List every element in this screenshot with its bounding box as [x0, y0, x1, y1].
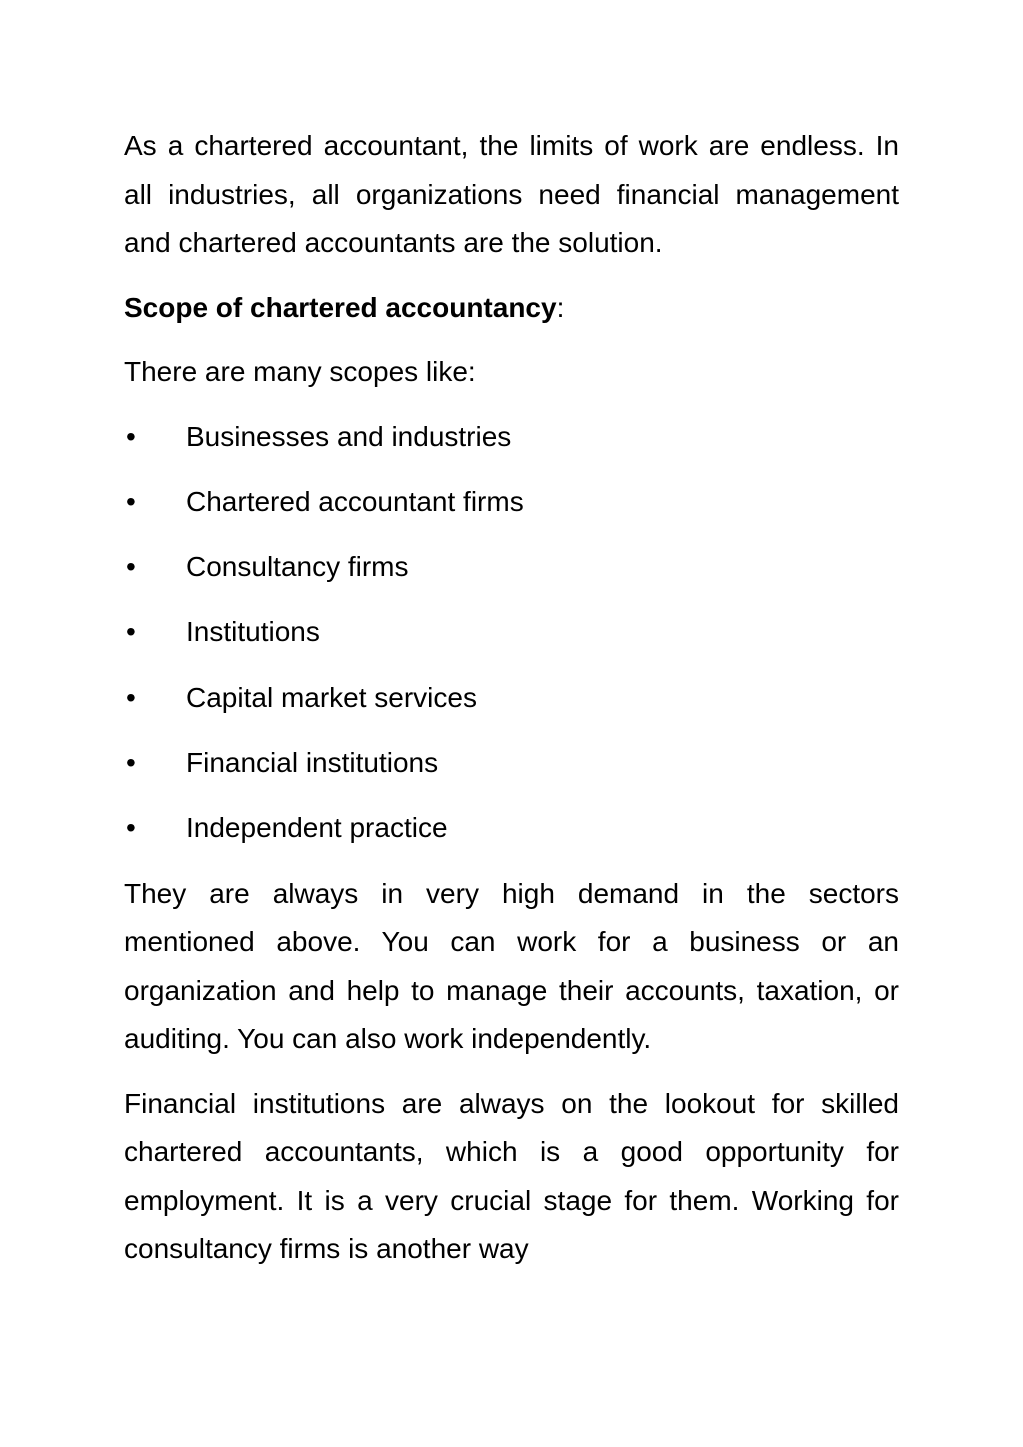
list-item	[124, 478, 899, 527]
list-item	[124, 739, 899, 788]
list-item-text: Institutions	[186, 616, 320, 648]
bullet-icon: •	[126, 485, 136, 517]
list-item	[124, 543, 899, 592]
document-page	[124, 122, 899, 1274]
section-heading-title: Scope of chartered accountancy	[124, 291, 557, 323]
list-item	[124, 608, 899, 657]
bullet-icon: •	[126, 746, 136, 778]
bullet-icon: •	[126, 681, 136, 713]
demand-paragraph: They are always in very high demand in the sectors mentioned above. You can work for a business or an organization and help to manage their accounts, taxation, or auditing. You can also work independently.	[124, 877, 899, 1055]
list-item-text: Chartered accountant firms	[186, 485, 524, 517]
financial-institutions-paragraph: Financial institutions are always on the lookout for skilled chartered accountants, which is a good opportunity for employment. It is a very crucial stage for them. Working for consultancy firms is another way	[124, 1087, 899, 1265]
list-item	[124, 674, 899, 723]
list-item-text: Independent practice	[186, 812, 448, 844]
section-heading	[124, 284, 899, 333]
bullet-icon: •	[126, 812, 136, 844]
scopes-intro: There are many scopes like:	[124, 356, 476, 387]
list-item	[124, 804, 899, 853]
bullet-icon: •	[126, 551, 136, 583]
scopes-list	[124, 413, 899, 853]
section-heading-colon: :	[556, 291, 565, 323]
bullet-icon: •	[126, 420, 136, 452]
bullet-icon: •	[126, 616, 136, 648]
list-item-text: Consultancy firms	[186, 551, 409, 583]
list-item-text: Capital market services	[186, 681, 477, 713]
list-item-text: Financial institutions	[186, 746, 439, 778]
list-item-text: Businesses and industries	[186, 420, 512, 452]
list-item	[124, 413, 899, 462]
intro-paragraph: As a chartered accountant, the limits of work are endless. In all industries, all organizations need financial management and chartered accountants are the solution.	[124, 130, 899, 258]
